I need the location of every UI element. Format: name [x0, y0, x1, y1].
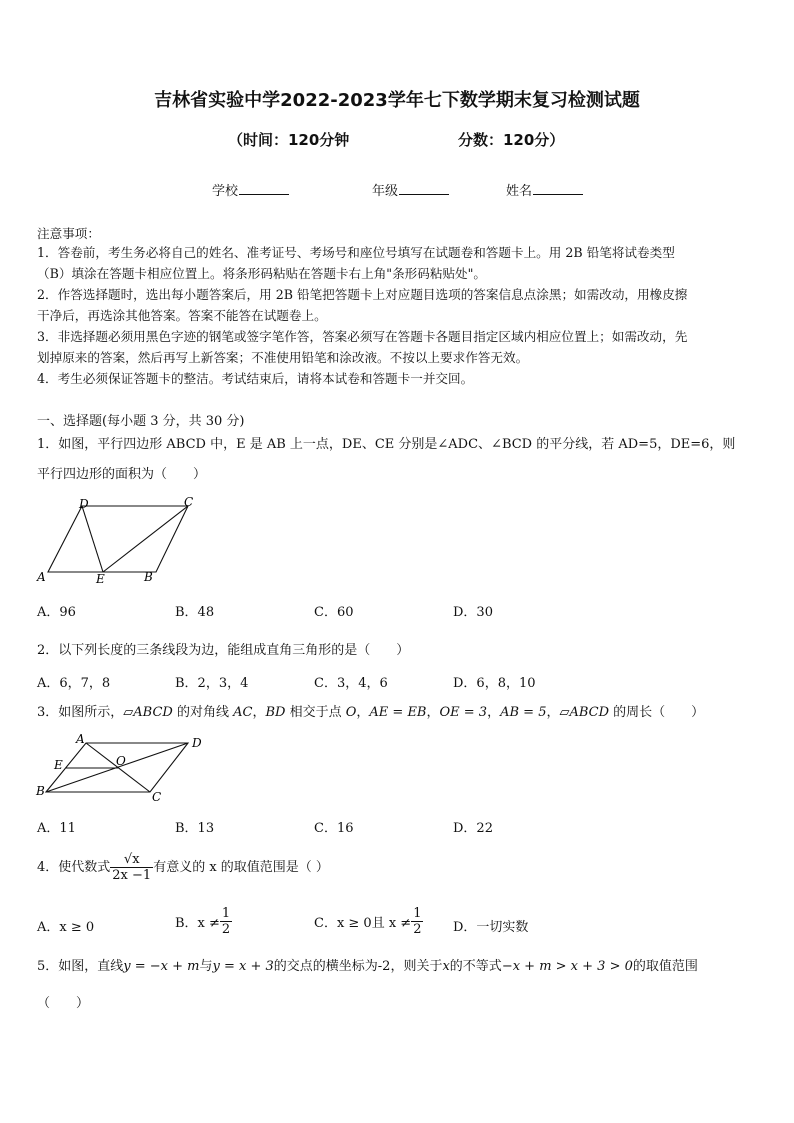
- q5-part-3: 与: [199, 959, 213, 974]
- q1-label-d: D: [79, 497, 89, 511]
- name-field[interactable]: [506, 180, 583, 199]
- name-label: 姓名: [506, 184, 533, 199]
- q2-stem: 2．以下列长度的三条线段为边，能组成直角三角形的是（ ）: [37, 643, 410, 658]
- q5-part-5: 的交点的横坐标为-2，则关于: [273, 959, 443, 974]
- q4-option-b-num: 1: [221, 906, 231, 921]
- q1-option-c[interactable]: C．60: [314, 605, 354, 620]
- q3-part-13: ，: [487, 705, 501, 720]
- q3-part-5: ，: [252, 705, 266, 720]
- exam-score: 分数：120分）: [458, 131, 565, 149]
- school-blank[interactable]: [239, 182, 289, 195]
- q4-option-c-fraction: [411, 906, 423, 937]
- q2-option-c[interactable]: C．3，4，6: [314, 676, 388, 691]
- q4-stem-post: 有意义的 x 的取值范围是（ ）: [153, 860, 329, 875]
- q4-fraction-numerator: √x: [110, 852, 153, 868]
- q2-option-b[interactable]: B．2，3，4: [175, 676, 249, 691]
- q3-part-11: ，: [426, 705, 440, 720]
- school-label: 学校: [212, 184, 239, 199]
- q4-option-b-text: B．x ≠: [175, 916, 220, 931]
- q3-part-7: 相交于点: [285, 705, 346, 720]
- q4-stem-pre: 4．使代数式: [37, 860, 111, 875]
- q4-fraction: [110, 852, 153, 883]
- q1-parallelogram-figure: [34, 494, 204, 586]
- q3-part-10: AE = EB: [369, 705, 427, 720]
- q3-part-3: 的对角线: [172, 705, 234, 720]
- q1-option-d[interactable]: D．30: [453, 605, 493, 620]
- notice-line-2: （B）填涂在答题卡相应位置上。将条形码粘贴在答题卡右上角"条形码粘贴处"。: [37, 266, 487, 281]
- q4-option-c-den: 2: [413, 922, 422, 937]
- q1-label-c: C: [184, 495, 194, 509]
- exam-time: （时间：120分钟: [228, 131, 350, 149]
- q3-part-2: ▱ABCD: [123, 705, 173, 720]
- q3-label-o: O: [116, 754, 126, 768]
- q1-segment-ce: [103, 506, 188, 572]
- notice-line-1: 1．答卷前，考生务必将自己的姓名、准考证号、考场号和座位号填写在试题卷和答题卡上。用 2B 铅笔将试卷类型: [37, 245, 675, 260]
- q3-part-16: ▱ABCD: [559, 705, 610, 720]
- exam-title: 吉林省实验中学2022-2023学年七下数学期末复习检测试题: [154, 90, 640, 111]
- q5-part-2: y = −x + m: [123, 959, 200, 974]
- q4-fraction-denominator: 2x −1: [112, 868, 152, 883]
- q3-option-a[interactable]: A．11: [37, 821, 76, 836]
- q3-option-d[interactable]: D．22: [453, 821, 493, 836]
- q5-part-4: y = x + 3: [212, 959, 274, 974]
- q2-options: [37, 672, 759, 694]
- q3-label-b: B: [36, 784, 45, 798]
- q3-label-c: C: [152, 790, 162, 803]
- q1-label-a: A: [37, 570, 46, 584]
- q5-stem-line2: （ ）: [37, 996, 90, 1011]
- q5-stem-line1: [37, 956, 759, 978]
- q4-options: [37, 906, 759, 946]
- q4-option-b[interactable]: [175, 906, 232, 937]
- q5-part-8: −x + m > x + 3 > 0: [501, 959, 633, 974]
- q3-part-4: AC: [233, 705, 253, 720]
- q3-part-12: OE = 3: [439, 705, 488, 720]
- notice-line-3: 2．作答选择题时，选出每小题答案后，用 2B 铅笔把答题卡上对应题目选项的答案信息点涂黑；如需改动，用橡皮擦: [37, 287, 688, 302]
- q3-part-14: AB = 5: [500, 705, 547, 720]
- q3-options: [37, 817, 759, 839]
- q4-option-d[interactable]: D．一切实数: [453, 920, 529, 935]
- q4-option-c-text: C．x ≥ 0且 x ≠: [314, 916, 412, 931]
- notice-line-7: 4．考生必须保证答题卡的整洁。考试结束后，请将本试卷和答题卡一并交回。: [37, 371, 474, 386]
- q5-part-9: 的取值范围: [632, 959, 698, 974]
- q3-label-d: D: [192, 736, 202, 750]
- q3-part-9: ，: [356, 705, 370, 720]
- q3-part-15: ，: [546, 705, 560, 720]
- notice-line-4: 干净后，再选涂其他答案。答案不能答在试题卷上。: [37, 308, 327, 323]
- q3-option-b[interactable]: B．13: [175, 821, 215, 836]
- grade-label: 年级: [372, 184, 399, 199]
- q3-stem: [37, 702, 759, 724]
- q5-part-7: 的不等式: [449, 959, 502, 974]
- q4-option-c-num: 1: [413, 906, 422, 921]
- q5-part-6: x: [442, 959, 450, 974]
- q1-stem-line2: 平行四边形的面积为（ ）: [37, 467, 207, 482]
- q1-options: [37, 601, 759, 623]
- q4-option-b-den: 2: [221, 922, 231, 937]
- q3-part-17: 的周长（ ）: [609, 705, 705, 720]
- q4-option-b-fraction: [220, 906, 232, 937]
- notice-line-6: 划掉原来的答案，然后再写上新答案；不准使用铅笔和涂改液。不按以上要求作答无效。: [37, 350, 529, 365]
- q1-label-e: E: [96, 572, 105, 586]
- q3-label-e: E: [54, 758, 63, 772]
- q1-option-b[interactable]: B．48: [175, 605, 215, 620]
- q3-parallelogram-figure: [34, 733, 214, 803]
- q1-stem-line1: 1．如图，平行四边形 ABCD 中，E 是 AB 上一点，DE、CE 分别是∠ADC、∠BCD 的平分线，若 AD=5，DE=6，则: [37, 437, 736, 452]
- grade-blank[interactable]: [399, 182, 449, 195]
- q1-option-a[interactable]: A．96: [37, 605, 76, 620]
- q3-label-a: A: [76, 733, 85, 746]
- q3-option-c[interactable]: C．16: [314, 821, 354, 836]
- q1-label-b: B: [144, 570, 153, 584]
- q1-segment-de: [82, 506, 103, 572]
- q1-parallelogram: [48, 506, 188, 572]
- section-heading: 一、选择题(每小题 3 分，共 30 分): [37, 414, 245, 429]
- school-field[interactable]: [212, 180, 289, 199]
- name-blank[interactable]: [533, 182, 583, 195]
- q4-option-c[interactable]: [314, 906, 423, 937]
- q5-part-1: 5．如图，直线: [37, 959, 124, 974]
- notice-line-5: 3．非选择题必须用黑色字迹的钢笔或签字笔作答，答案必须写在答题卡各题目指定区域内相应位置上；如需改动，先: [37, 329, 688, 344]
- q4-option-a[interactable]: A．x ≥ 0: [37, 920, 95, 935]
- exam-subtitle: [0, 129, 794, 151]
- q2-option-a[interactable]: A．6，7，8: [37, 676, 111, 691]
- q3-part-8: O: [345, 705, 357, 720]
- grade-field[interactable]: [372, 180, 449, 199]
- q4-stem: [37, 852, 759, 883]
- q3-part-1: 3．如图所示，: [37, 705, 124, 720]
- notice-heading: 注意事项：: [37, 226, 100, 241]
- q2-option-d[interactable]: D．6，8，10: [453, 676, 536, 691]
- q3-part-6: BD: [265, 705, 286, 720]
